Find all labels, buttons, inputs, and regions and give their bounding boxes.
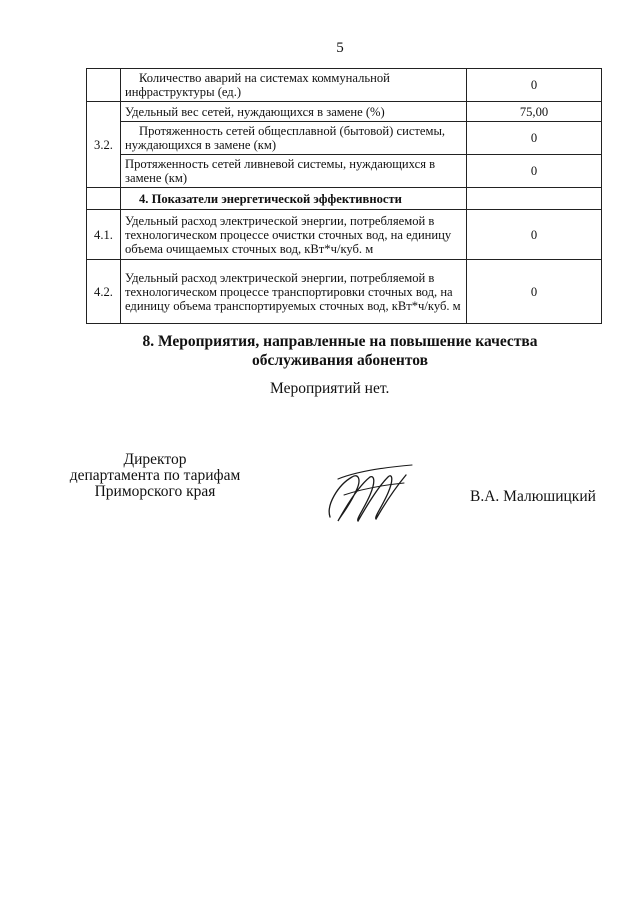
indicators-table [86, 68, 602, 324]
indicator-value: 0 [467, 260, 602, 324]
indicator-text: Удельный расход электрической энергии, потребляемой в технологическом процессе транспортировки сточных вод, на единицу объема транспортируемых сточных вод, кВт*ч/куб. м [121, 260, 467, 324]
row-number: 3.2. [87, 102, 121, 188]
indicator-text: Протяженность сетей общесплавной (бытовой) системы, нуждающихся в замене (км) [121, 122, 467, 155]
signatory-title-line-1: Директор [123, 451, 187, 468]
signatory-title [60, 452, 250, 500]
section-number-cell [87, 188, 121, 210]
handwritten-signature [318, 455, 418, 535]
section-value-cell [467, 188, 602, 210]
signatory-title-line-3: Приморского края [94, 483, 216, 500]
heading-line-1: 8. Мероприятия, направленные на повышение качества [142, 333, 538, 350]
section-row [87, 188, 602, 210]
section-8-heading [130, 332, 550, 370]
indicator-value: 0 [467, 69, 602, 102]
indicator-value: 0 [467, 210, 602, 260]
indicator-value: 0 [467, 122, 602, 155]
table-row [87, 260, 602, 324]
signatory-name: В.А. Малюшицкий [470, 488, 596, 505]
indicator-text: Удельный вес сетей, нуждающихся в замене (%) [121, 102, 467, 122]
indicator-value: 75,00 [467, 102, 602, 122]
row-number: 4.1. [87, 210, 121, 260]
section-8-body: Мероприятий нет. [270, 380, 390, 397]
row-number [87, 69, 121, 102]
heading-line-2: обслуживания абонентов [252, 352, 428, 369]
indicator-text: Протяженность сетей ливневой системы, нуждающихся в замене (км) [121, 155, 467, 188]
indicator-text: Количество аварий на системах коммунальной инфраструктуры (ед.) [121, 69, 467, 102]
table-row [87, 69, 602, 102]
table-row [87, 122, 602, 155]
table-row [87, 210, 602, 260]
indicator-text: Удельный расход электрической энергии, потребляемой в технологическом процессе очистки сточных вод, на единицу объема очищаемых сточных вод, кВт*ч/куб. м [121, 210, 467, 260]
indicator-value: 0 [467, 155, 602, 188]
table-row [87, 102, 602, 122]
row-number: 4.2. [87, 260, 121, 324]
table-row [87, 155, 602, 188]
page-number: 5 [336, 40, 344, 56]
section-title: 4. Показатели энергетической эффективности [121, 188, 467, 210]
signatory-title-line-2: департамента по тарифам [69, 467, 241, 484]
